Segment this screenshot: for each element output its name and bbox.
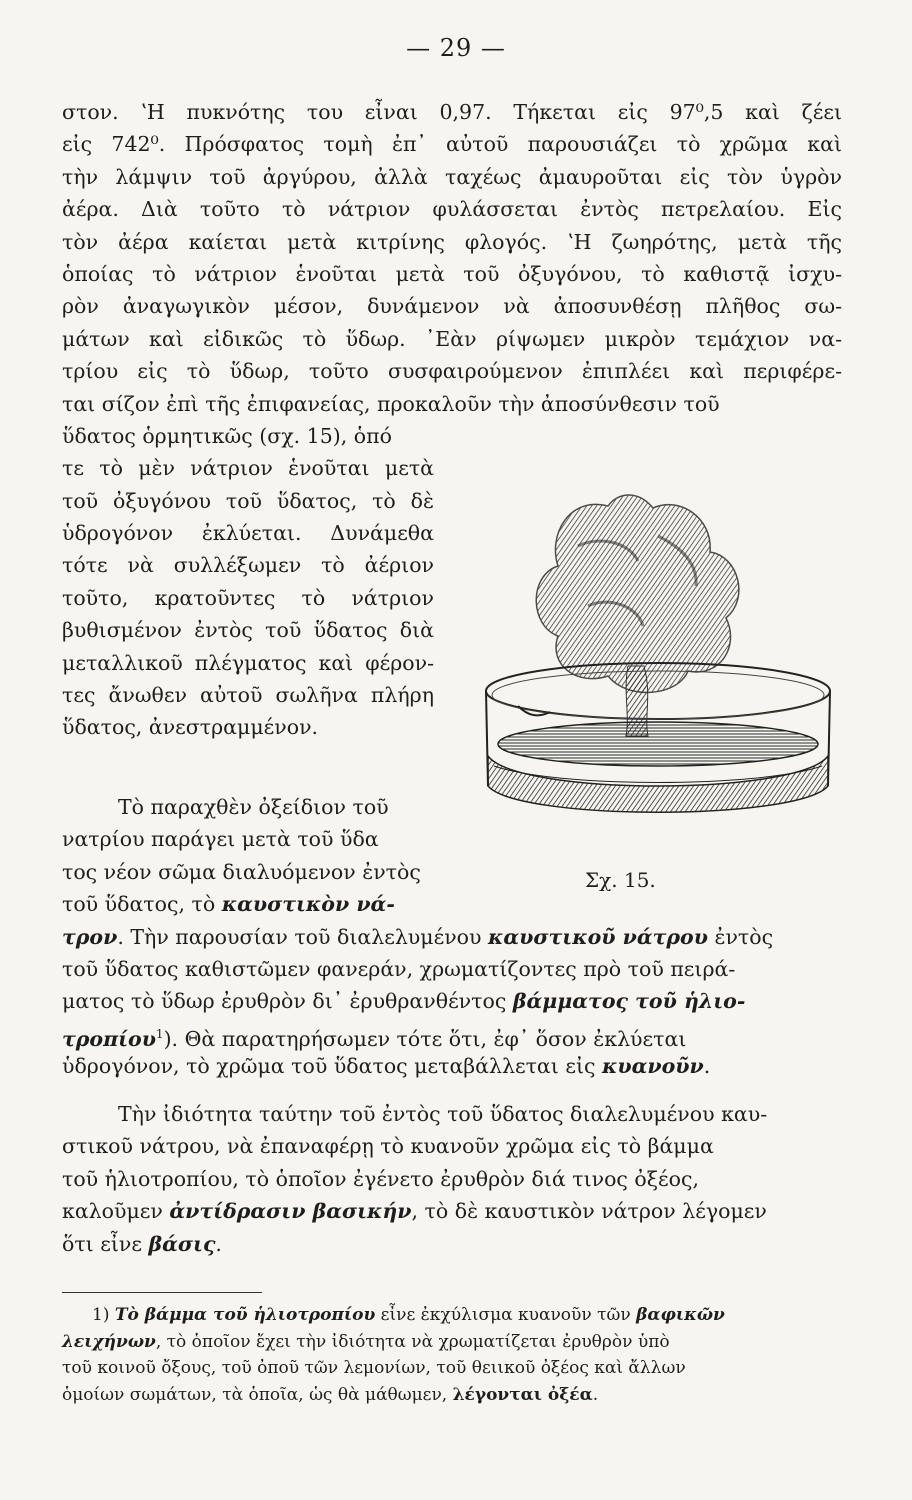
paragraph-1-line: στον. ʽΗ πυκνότης του εἶναι 0,97. Τήκεται εἰς 97⁰,5 καὶ ζέει	[62, 100, 842, 124]
page-number: — 29 —	[406, 34, 506, 62]
text-run: εἶνε ἐκχύλισμα κυανοῦν τῶν	[380, 1305, 631, 1325]
paragraph-2-line: νατρίου παράγει μετὰ τοῦ ὕδα	[62, 827, 379, 852]
paragraph-2-line: τος νέον σῶμα διαλυόμενον ἐντὸς	[62, 859, 421, 884]
figure-caption: Σχ. 15.	[585, 868, 656, 892]
text-run: ὅτι εἶνε	[62, 1231, 142, 1256]
paragraph-2-line: τοῦ ὕδατος καθιστῶμεν φανεράν, χρωματίζοντες πρὸ τοῦ πειρά-	[62, 956, 736, 981]
text-run: .	[592, 1384, 599, 1405]
paragraph-1-line: τες ἄνωθεν αὐτοῦ σωλῆνα πλήρη	[62, 683, 434, 708]
text-run: τοῦ ὕδατος, τὸ	[62, 892, 216, 917]
term-caustic-soda: καυστικὸν νά-	[221, 892, 395, 917]
paragraph-1-line: μεταλλικοῦ πλέγματος καὶ φέρον-	[62, 650, 434, 675]
paragraph-1-line: ρὸν ἀναγωγικὸν μέσον, δυνάμενον νὰ ἀποσυνθέσῃ πλῆθος σω-	[62, 294, 842, 319]
paragraph-2-line	[62, 1018, 842, 1050]
footnote-reference: 1	[155, 1026, 164, 1041]
paragraph-2-line	[62, 888, 434, 920]
text-run: ). Θὰ παρατηρήσωμεν τότε ὅτι, ἐφ᾽ ὅσον ἐκλύεται	[163, 1026, 687, 1051]
footnote-term: λέγονται ὀξέα	[452, 1384, 593, 1405]
paragraph-1-line: τοῦτο, κρατοῦντες τὸ νάτριον	[62, 585, 434, 610]
paragraph-1-line: τρίου εἰς τὸ ὕδωρ, τοῦτο συσφαιρούμενον ἐπιπλέει καὶ περιφέρε-	[62, 359, 842, 384]
paragraph-1-line: τοῦ ὀξυγόνου τοῦ ὕδατος, τὸ δὲ	[62, 488, 434, 513]
paragraph-1-line: τὸν ἀέρα καίεται μετὰ κιτρίνης φλογός. ʽΗ ζωηρότης, μετὰ τῆς	[62, 229, 842, 254]
text-run: , τὸ δὲ καυστικὸν νάτρον λέγομεν	[411, 1199, 767, 1224]
footnote-term: Τὸ βάμμα τοῦ ἡλιοτροπίου	[114, 1305, 376, 1325]
paragraph-1-line: τότε νὰ συλλέξωμεν τὸ ἀέριον	[62, 553, 434, 578]
paragraph-1-line: ὑδρογόνον ἐκλύεται. Δυνάμεθα	[62, 521, 434, 546]
paragraph-1-line: ται σίζον ἐπὶ τῆς ἐπιφανείας, προκαλοῦν τὴν ἀποσύνθεσιν τοῦ	[62, 391, 720, 416]
paragraph-3-line: στικοῦ νάτρου, νὰ ἐπαναφέρῃ τὸ κυανοῦν χρῶμα εἰς τὸ βάμμα	[62, 1134, 714, 1159]
paragraph-2-line	[62, 1050, 842, 1082]
term-base: βάσις	[148, 1231, 216, 1256]
paragraph-2-line	[62, 921, 842, 953]
footnote-line	[62, 1329, 842, 1356]
text-run: καλοῦμεν	[62, 1199, 163, 1224]
paragraph-3-line	[62, 1228, 842, 1260]
paragraph-1-line: τὴν λάμψιν τοῦ ἀργύρου, ἀλλὰ ταχέως ἀμαυροῦται εἰς τὸν ὑγρὸν	[62, 164, 842, 189]
text-run: .	[215, 1231, 222, 1256]
term-basic-reaction: ἀντίδρασιν βασικήν	[169, 1199, 412, 1224]
text-run: ὁμοίων σωμάτων, τὰ ὁποῖα, ὡς θὰ μάθωμεν,	[62, 1384, 448, 1405]
text-run: .	[703, 1054, 711, 1079]
paragraph-2-line	[62, 985, 842, 1017]
paragraph-3-line: Τὴν ἰδιότητα ταύτην τοῦ ἐντὸς τοῦ ὕδατος διαλελυμένου καυ-	[118, 1102, 768, 1126]
paragraph-1-line: ὕδατος, ἀνεστραμμένον.	[62, 715, 319, 740]
footnote	[62, 1302, 842, 1408]
footnote-line	[62, 1382, 842, 1409]
footnote-marker: 1)	[92, 1305, 110, 1325]
footnote-divider	[62, 1292, 262, 1293]
term-caustic-soda-end: τρον	[62, 924, 118, 949]
text-run: , τὸ ὁποῖον ἔχει τὴν ἰδιότητα νὰ χρωματίζεται ἐρυθρὸν ὑπὸ	[155, 1331, 670, 1352]
term-blue: κυανοῦν	[602, 1054, 704, 1079]
paragraph-2	[62, 791, 842, 1083]
paragraph-3	[62, 1098, 842, 1260]
paragraph-1-line: ὕδατος ὁρμητικῶς (σχ. 15), ὁπό	[62, 423, 392, 448]
water-basin-reaction-drawing	[458, 466, 854, 826]
footnote-line	[62, 1302, 842, 1329]
paragraph-1-line: τε τὸ μὲν νάτριον ἑνοῦται μετὰ	[62, 456, 434, 481]
paragraph-1-line: βυθισμένον ἐντὸς τοῦ ὕδατος διὰ	[62, 618, 434, 643]
term-dissolved-caustic-soda: καυστικοῦ νάτρου	[488, 924, 708, 949]
paragraph-1-line: ἀέρα. Διὰ τοῦτο τὸ νάτριον φυλάσσεται ἐντὸς πετρελαίου. Εἰς	[62, 197, 842, 222]
paragraph-1-line: εἰς 742⁰. Πρόσφατος τομὴ ἐπ᾽ αὐτοῦ παρουσιάζει τὸ χρῶμα καὶ	[62, 132, 842, 157]
paragraph-1-line: ὁποίας τὸ νάτριον ἑνοῦται μετὰ τοῦ ὀξυγόνου, τὸ καθιστᾷ ἰσχυ-	[62, 261, 842, 286]
paragraph-3-line: τοῦ ἡλιοτροπίου, τὸ ὁποῖον ἐγένετο ἐρυθρὸν διά τινος ὀξέος,	[62, 1166, 700, 1191]
footnote-term: βαφικῶν	[636, 1305, 725, 1325]
paragraph-1-line: μάτων καὶ εἰδικῶς τὸ ὕδωρ. ᾽Εὰν ρίψωμεν μικρὸν τεμάχιον να-	[62, 326, 842, 351]
paragraph-2-line: Τὸ παραχθὲν ὀξείδιον τοῦ	[118, 795, 389, 819]
term-litmus-tincture: βάμματος τοῦ ἡλιο-	[512, 989, 746, 1014]
text-run: ματος τὸ ὕδωρ ἐρυθρὸν δι᾽ ἐρυθρανθέντος	[62, 989, 507, 1014]
figure-15-illustration	[458, 466, 854, 826]
term-litmus-end: τροπίου	[62, 1026, 156, 1051]
text-run: ἐντὸς	[714, 924, 774, 949]
text-run: ὑδρογόνον, τὸ χρῶμα τοῦ ὕδατος μεταβάλλεται εἰς	[62, 1054, 596, 1079]
footnote-term: λειχήνων	[62, 1331, 156, 1352]
footnote-line: τοῦ κοινοῦ ὄξους, τοῦ ὀποῦ τῶν λεμονίων, τοῦ θειικοῦ ὀξέος καὶ ἄλλων	[62, 1358, 686, 1378]
paragraph-3-line	[62, 1195, 842, 1227]
text-run: . Τὴν παρουσίαν τοῦ διαλελυμένου	[117, 924, 482, 949]
